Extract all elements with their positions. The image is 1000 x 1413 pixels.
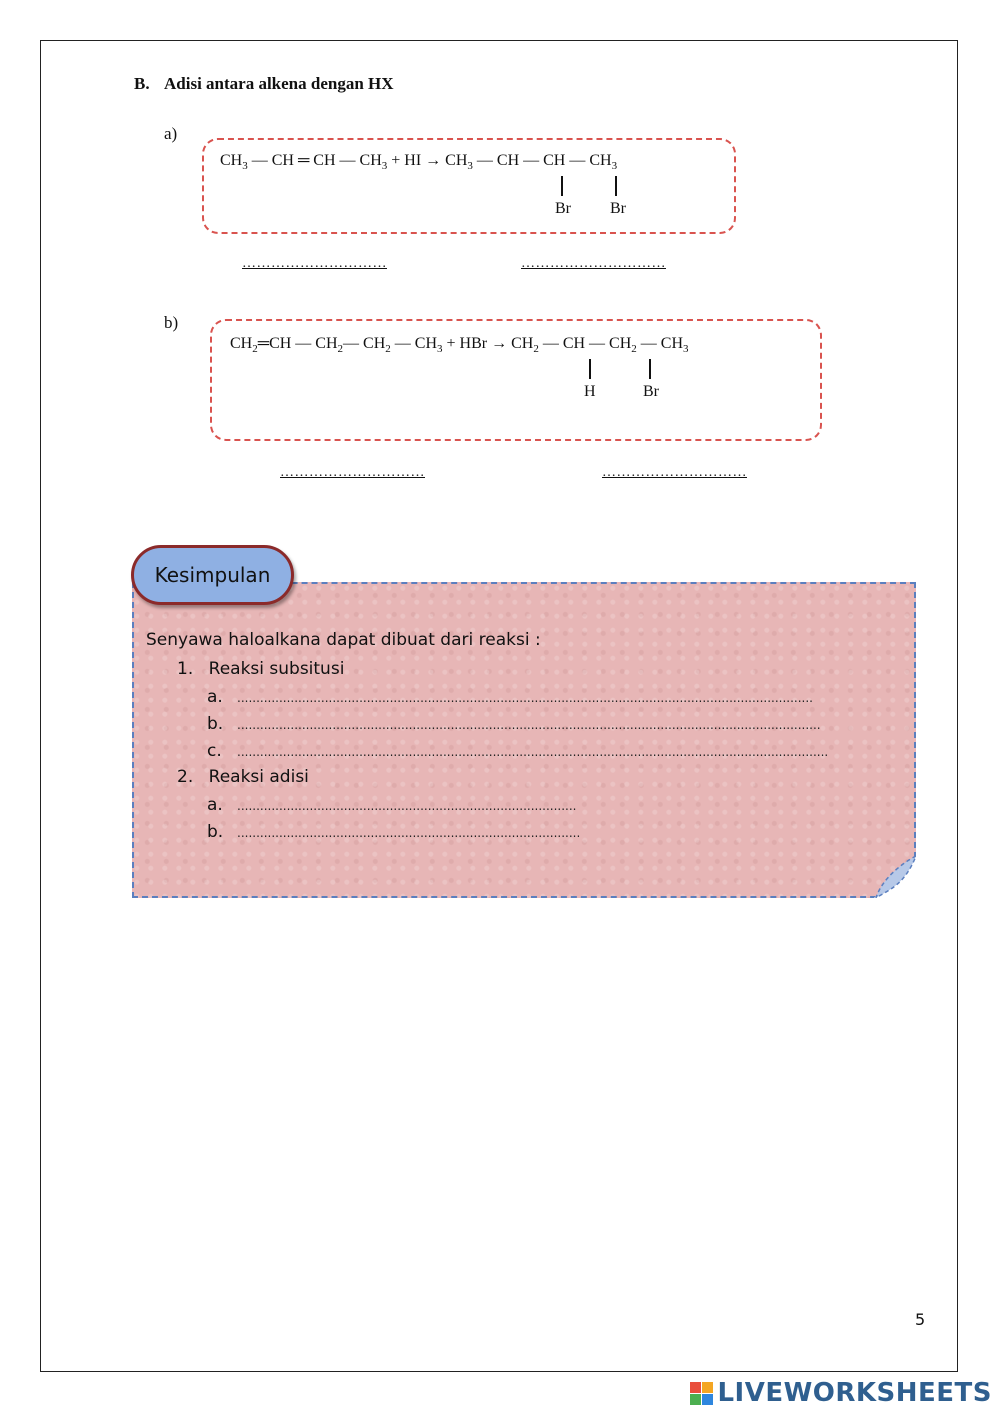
brand-text: LIVEWORKSHEETS (717, 1378, 992, 1408)
brand-logo-tile (702, 1382, 713, 1393)
conclusion-tab: Kesimpulan (131, 545, 294, 605)
brand-logo-tile (690, 1382, 701, 1393)
page-curl-icon (874, 856, 916, 898)
list-subitem: a. ......................................................................................... (207, 795, 577, 815)
reaction-b-substituent-1: H (584, 383, 596, 400)
reaction-b-answer-blank-2[interactable]: ………………………… (602, 465, 747, 480)
list-item-2-marker: 2. (177, 767, 194, 787)
reaction-b-equation: $CH_2═CH$ — $CH_2—$ $CH_2$ — $CH_3$ + HBr → $CH_2$ — CH — $CH_2$ — $CH_3$ (230, 335, 689, 356)
answer-line-2b[interactable]: .......................................................................................... (237, 826, 581, 840)
reaction-b-bond-2 (649, 359, 651, 379)
list-item-1-marker: 1. (177, 659, 194, 679)
reaction-b-bond-1 (589, 359, 591, 379)
section-number: B. (134, 74, 150, 93)
reaction-b-substituent-2: Br (643, 383, 659, 400)
list-item-2-title: Reaksi adisi (208, 767, 309, 787)
conclusion-intro: Senyawa haloalkana dapat dibuat dari reaksi : (146, 630, 541, 650)
reaction-a-label: a) (164, 124, 178, 143)
reaction-a-bond-2 (615, 176, 617, 196)
answer-line-1a[interactable]: ....................................................................................................................................................... (237, 691, 813, 705)
reaction-a-box (202, 138, 736, 234)
list-subitem: b. .......................................................................................... (207, 822, 581, 842)
section-heading (134, 74, 394, 94)
reaction-a-bond-1 (561, 176, 563, 196)
reaction-a-substituent-2: Br (610, 200, 626, 217)
answer-line-2a[interactable]: ......................................................................................... (237, 799, 577, 813)
reaction-a-answer-blank-2[interactable]: ………………………… (521, 256, 666, 271)
section-title: Adisi antara alkena dengan HX (164, 74, 394, 93)
conclusion-box (132, 582, 916, 898)
answer-line-1c[interactable]: ........................................................................................................................................................... (237, 745, 829, 759)
brand-logo-icon (690, 1382, 713, 1405)
list-subitem: c. ........................................................................................................................................................... (207, 741, 829, 761)
answer-line-1b[interactable]: ......................................................................................................................................................... (237, 718, 821, 732)
brand-logo-tile (702, 1394, 713, 1405)
list-item-2 (177, 767, 309, 787)
reaction-a-substituent-1: Br (555, 200, 571, 217)
reaction-a-answer-blank-1[interactable]: ………………………… (242, 256, 387, 271)
page-number: 5 (915, 1310, 926, 1329)
list-subitem: a. ....................................................................................................................................................... (207, 687, 813, 707)
list-item-1 (177, 659, 344, 679)
brand-logo-tile (690, 1394, 701, 1405)
reaction-b-box (210, 319, 822, 441)
list-subitem: b. ......................................................................................................................................................... (207, 714, 821, 734)
reaction-a-equation: $CH_3$ — CH ═ CH — $CH_3$ + HI → $CH_3$ — CH — CH — $CH_3$ (220, 152, 618, 173)
list-item-1-title: Reaksi subsitusi (208, 659, 345, 679)
liveworksheets-brand[interactable] (690, 1378, 992, 1408)
reaction-b-answer-blank-1[interactable]: ………………………… (280, 465, 425, 480)
reaction-b-label: b) (164, 313, 179, 332)
